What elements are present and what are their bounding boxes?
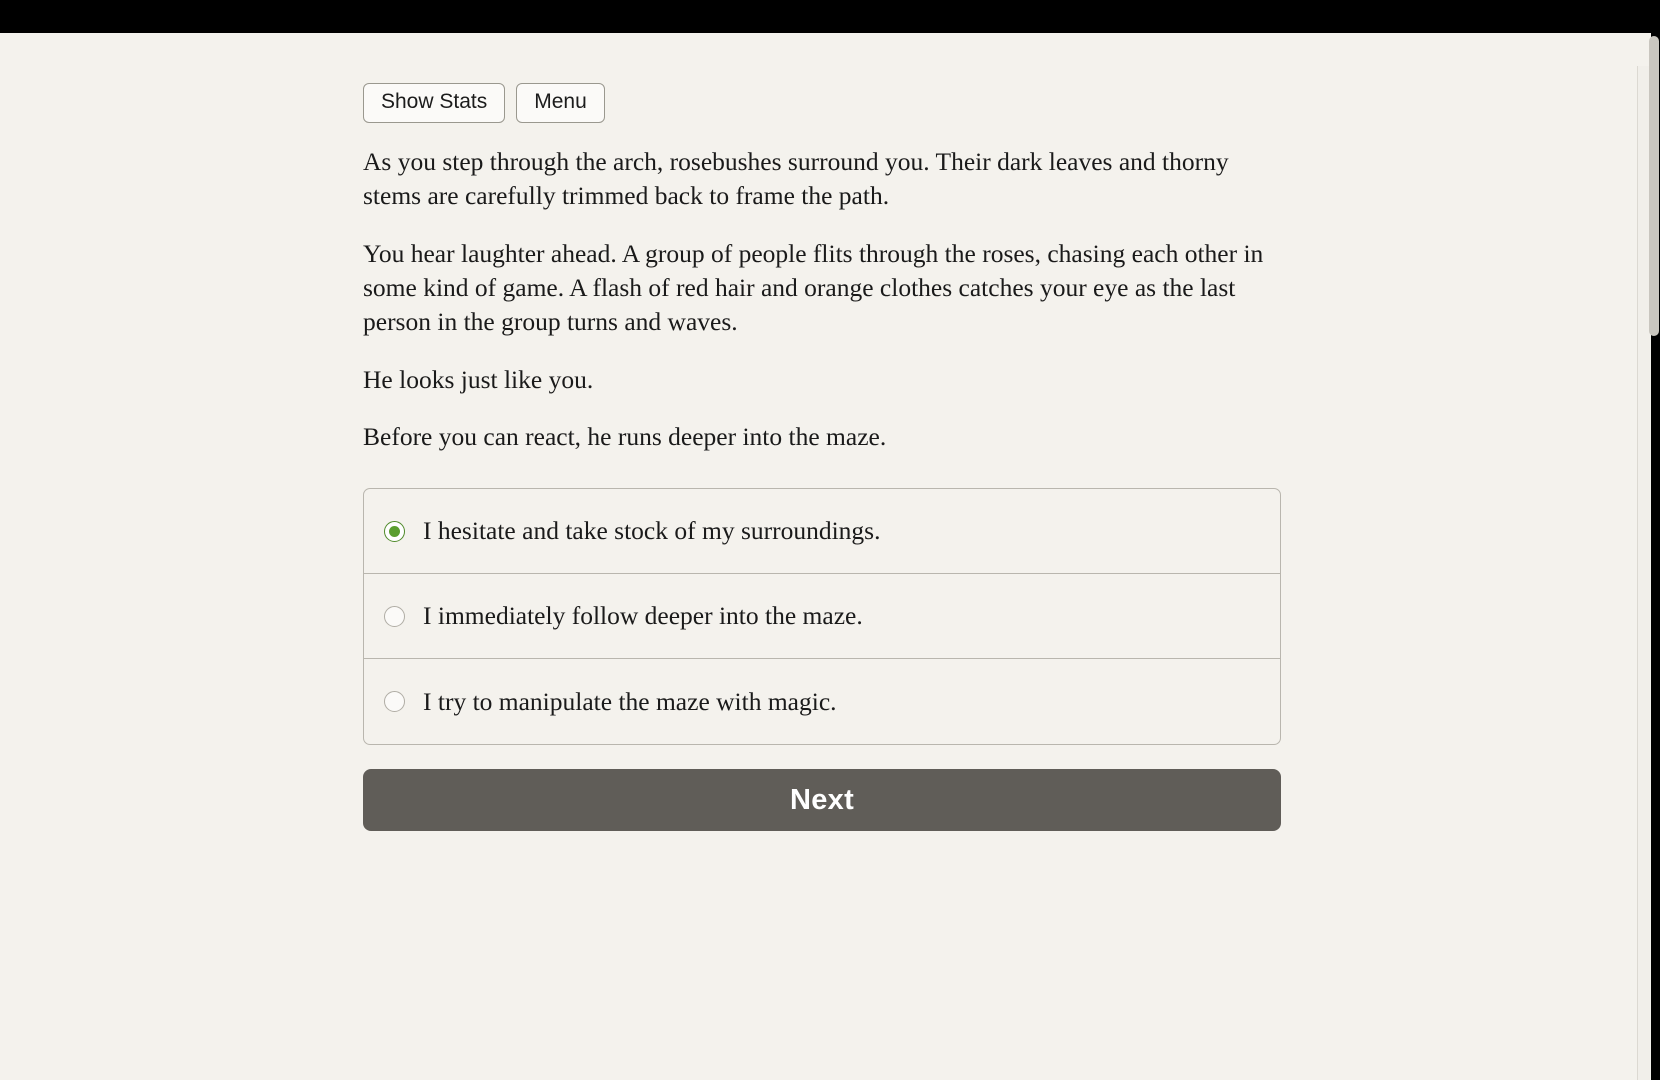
story-paragraph-3: He looks just like you. xyxy=(363,364,594,394)
show-stats-button[interactable]: Show Stats xyxy=(363,83,505,123)
radio-icon-selected[interactable] xyxy=(384,521,405,542)
radio-icon[interactable] xyxy=(384,691,405,712)
menu-button[interactable]: Menu xyxy=(516,83,605,123)
choice-option-2-label: I immediately follow deeper into the maze. xyxy=(423,601,863,631)
browser-topbar xyxy=(0,0,1660,33)
toolbar xyxy=(363,83,1283,123)
choice-option-3-label: I try to manipulate the maze with magic. xyxy=(423,686,837,716)
radio-icon[interactable] xyxy=(384,606,405,627)
story-page xyxy=(0,33,1651,1080)
story-paragraph-1: As you step through the arch, rosebushes surround you. Their dark leaves and thorny stems are carefully trimmed back to frame the path. xyxy=(363,147,1229,210)
scrollbar-thumb[interactable] xyxy=(1649,36,1659,336)
choice-option-1-label: I hesitate and take stock of my surroundings. xyxy=(423,516,881,546)
story-paragraph-4: Before you can react, he runs deeper into the maze. xyxy=(363,422,887,452)
story-paragraph-2: You hear laughter ahead. A group of people flits through the roses, chasing each other in some kind of game. A flash of red hair and orange clothes catches your eye as the last person in the group turns and waves. xyxy=(363,238,1264,336)
story-content xyxy=(363,83,1283,831)
choice-option-1[interactable] xyxy=(364,489,1280,574)
choice-option-2[interactable] xyxy=(364,574,1280,659)
next-button[interactable]: Next xyxy=(363,769,1281,831)
choice-list xyxy=(363,488,1281,745)
choice-option-3[interactable] xyxy=(364,659,1280,744)
